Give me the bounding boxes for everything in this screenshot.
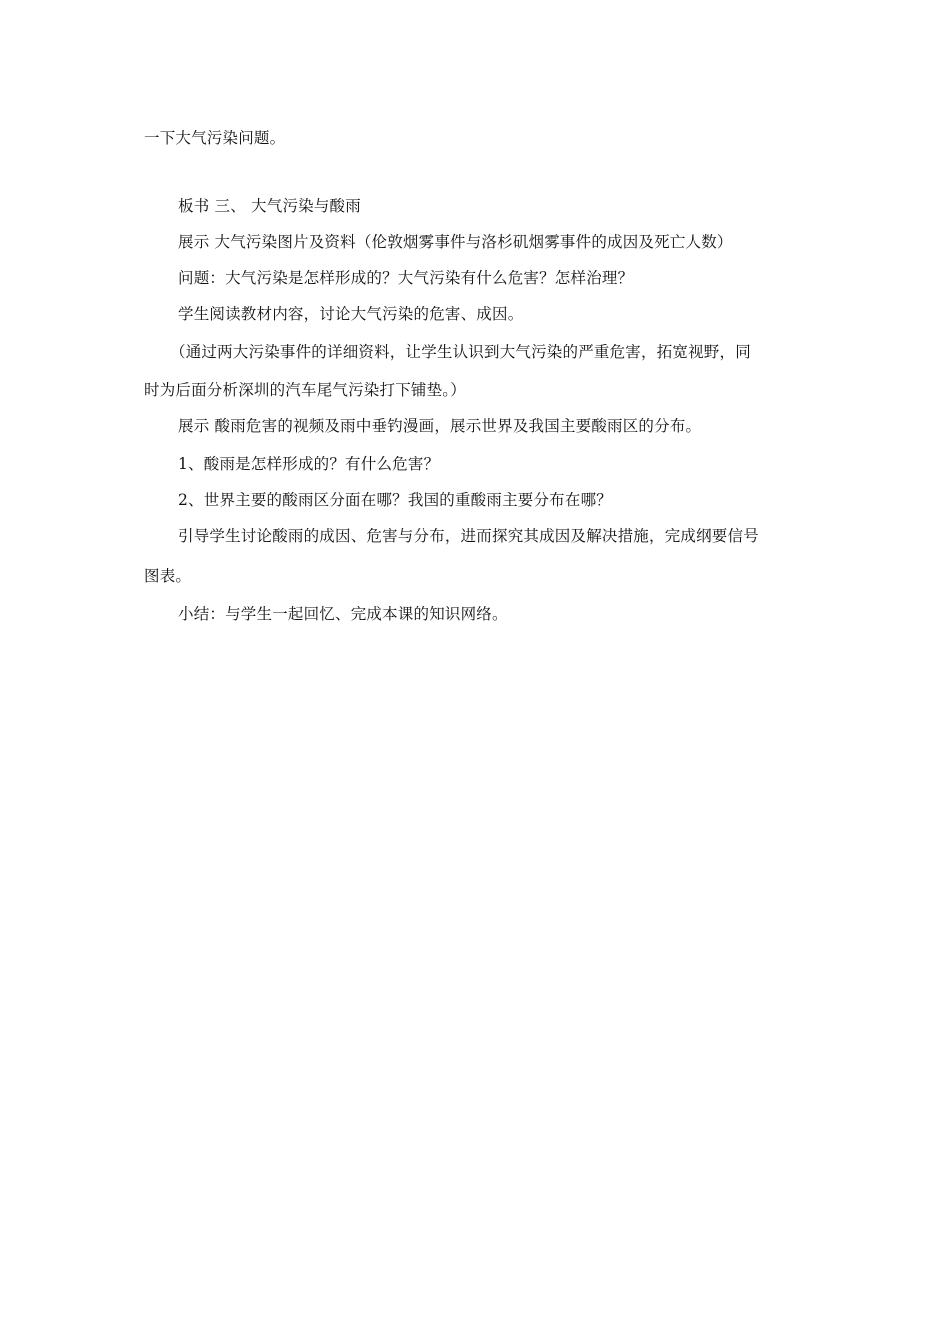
board-heading: 板书 三、 大气污染与酸雨: [178, 197, 361, 215]
paragraph-line: （通过两大污染事件的详细资料，让学生认识到大气污染的严重危害，拓宽视野，同: [170, 343, 751, 361]
paragraph-line: 问题：大气污染是怎样形成的？大气污染有什么危害？怎样治理？: [178, 269, 634, 287]
paragraph-line: 引导学生讨论酸雨的成因、危害与分布，进而探究其成因及解决措施，完成纲要信号: [178, 527, 759, 545]
summary-line: 小结：与学生一起回忆、完成本课的知识网络。: [178, 605, 508, 623]
paragraph-line: 展示 酸雨危害的视频及雨中垂钓漫画，展示世界及我国主要酸雨区的分布。: [178, 417, 702, 435]
paragraph-line: 一下大气污染问题。: [144, 129, 286, 147]
paragraph-line: 图表。: [144, 567, 192, 585]
paragraph-line: 展示 大气污染图片及资料（伦敦烟雾事件与洛杉矶烟雾事件的成因及死亡人数）: [178, 233, 733, 251]
question-item: 1、酸雨是怎样形成的？有什么危害？: [178, 455, 440, 473]
paragraph-line: 时为后面分析深圳的汽车尾气污染打下铺垫。）: [144, 381, 466, 399]
paragraph-line: 学生阅读教材内容，讨论大气污染的危害、成因。: [178, 305, 524, 323]
question-item: 2、世界主要的酸雨区分面在哪？我国的重酸雨主要分布在哪？: [178, 491, 612, 509]
